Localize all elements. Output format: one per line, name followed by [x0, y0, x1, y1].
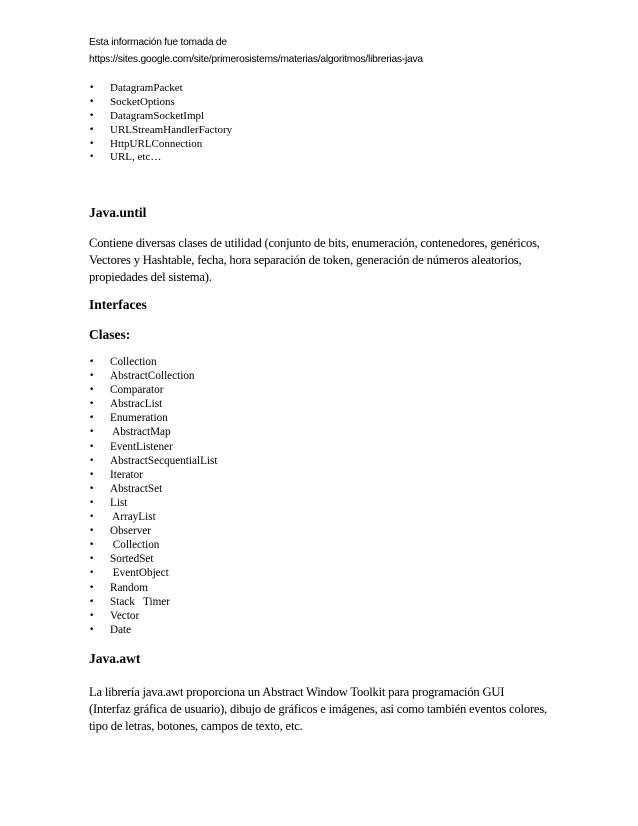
list-item: • Collection: [89, 356, 157, 368]
source-intro: Esta información fue tomada de: [89, 37, 227, 48]
bullet-icon: •: [89, 83, 95, 93]
bullet-icon: •: [89, 399, 95, 410]
bullet-icon: •: [89, 497, 95, 508]
bullet-icon: •: [89, 554, 95, 565]
awt-section-title: Java.awt: [89, 651, 141, 666]
bullet-icon: •: [89, 152, 95, 163]
list-item: • ArrayList: [89, 511, 156, 524]
list-item: • Vector: [89, 609, 140, 622]
bullet-icon: •: [89, 385, 95, 396]
list-item: • Observer: [89, 525, 152, 538]
list-item: • SocketOptions: [89, 95, 175, 108]
bullet-icon: •: [89, 624, 95, 635]
bullet-icon: •: [89, 138, 95, 149]
list-item: • AbstracList: [89, 398, 163, 411]
bullet-icon: •: [89, 441, 95, 452]
bullet-icon: •: [89, 427, 95, 438]
clases-heading: Clases:: [89, 327, 131, 342]
list-item: • Enumeration: [89, 412, 168, 425]
bullet-icon: •: [89, 540, 95, 551]
list-item: • Iterator: [89, 468, 143, 481]
list-item: • SortedSet: [89, 553, 154, 566]
list-item: • AbstractCollection: [89, 370, 195, 383]
bullet-icon: •: [89, 610, 95, 621]
bullet-icon: •: [89, 413, 95, 424]
interfaces-heading: Interfaces: [89, 297, 147, 312]
util-description: Contiene diversas clases de utilidad (conjunto de bits, enumeración, contenedores, genéricos, Vectores y Hashtable, fecha, hora separación de token, generación de números aleatorios, propiedades del sistema).: [89, 236, 540, 284]
list-item: • URL, etc…: [89, 151, 162, 164]
list-item: • URLStreamHandlerFactory: [89, 123, 233, 136]
list-item: • Comparator: [89, 384, 164, 397]
bullet-icon: •: [89, 568, 95, 579]
list-item: • List: [89, 496, 128, 509]
list-item: • HttpURLConnection: [89, 137, 203, 150]
util-class-list: [89, 355, 218, 637]
bullet-icon: •: [89, 110, 95, 121]
list-item: • EventListener: [89, 440, 173, 453]
list-item: • Random: [89, 581, 148, 594]
bullet-icon: •: [89, 596, 95, 607]
bullet-icon: •: [89, 469, 95, 480]
list-item: • Collection: [89, 539, 160, 552]
list-item: • DatagramPacket: [89, 82, 183, 94]
util-section-title: Java.until: [89, 205, 147, 220]
bullet-icon: •: [89, 526, 95, 537]
list-item: • Stack Timer: [89, 595, 170, 608]
bullet-icon: •: [89, 357, 95, 367]
bullet-icon: •: [89, 371, 95, 382]
bullet-icon: •: [89, 124, 95, 135]
list-item: • AbstractSecquentialList: [89, 454, 218, 467]
list-item: • Date: [89, 623, 132, 636]
bullet-icon: •: [89, 96, 95, 107]
net-class-list: [89, 82, 232, 165]
bullet-icon: •: [89, 512, 95, 523]
awt-description: La librería java.awt proporciona un Abstract Window Toolkit para programación GUI (Interfaz gráfica de usuario), dibujo de gráficos e imágenes, asi como también eventos colores, tipo de letras, botones, campos de texto, etc.: [89, 685, 547, 733]
bullet-icon: •: [89, 483, 95, 494]
list-item: • AbstractMap: [89, 426, 171, 439]
list-item: • EventObject: [89, 567, 169, 580]
source-url: https://sites.google.com/site/primerosistems/materias/algoritmos/librerias-java: [89, 54, 423, 65]
bullet-icon: •: [89, 582, 95, 593]
list-item: • AbstractSet: [89, 482, 163, 495]
list-item: • DatagramSocketImpl: [89, 109, 205, 122]
bullet-icon: •: [89, 455, 95, 466]
